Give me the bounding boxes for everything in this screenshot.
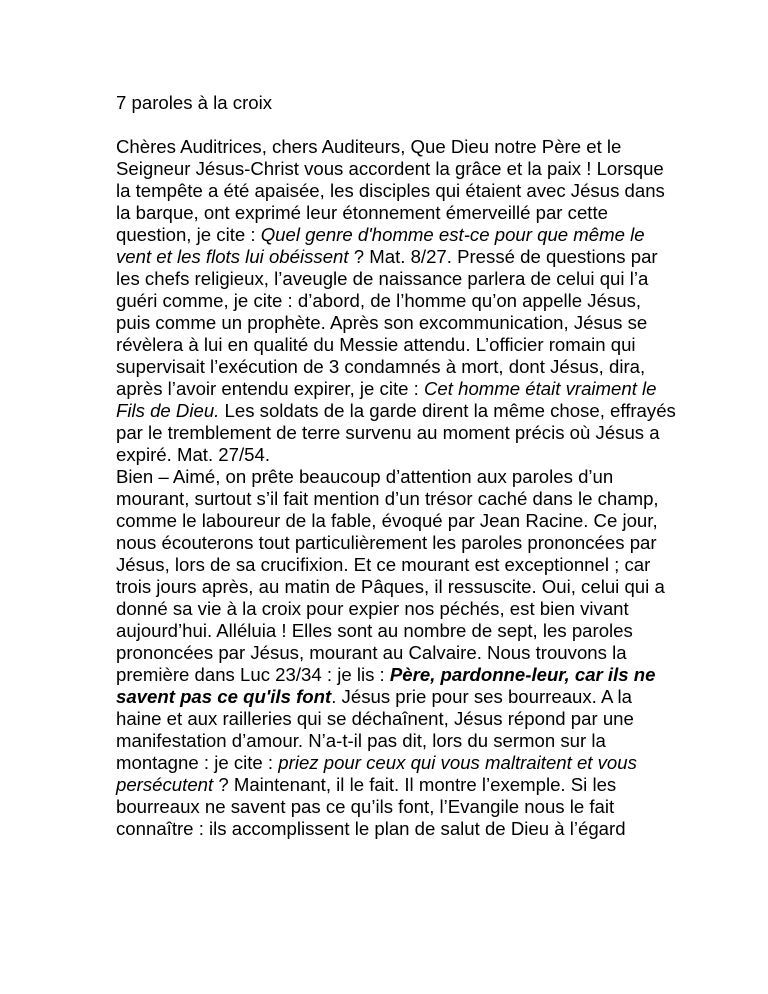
quote-disciples: Quel genre d'homme est-ce pour que même le vent et les flots lui obéissent xyxy=(116,224,645,267)
paragraph-1-text-b: ? Mat. 8/27. Pressé de questions par les chefs religieux, l’aveugle de naissance parlera de celui qui l’a guéri comme, je cite : d’abord, de l’homme qu’on appelle Jésus, puis comme un prophète. Après son excommunication, Jésus se révèlera à lui en qualité du Messie attendu. L’officier romain qui supervisait l’exécution de 3 condamnés à mort, dont Jésus, dira, après l’avoir entendu expirer, je cite : xyxy=(116,246,658,399)
quote-first-word: Père, pardonne-leur, car ils ne savent pas ce qu'ils font xyxy=(116,664,656,707)
paragraph-2-text-a: Bien – Aimé, on prête beaucoup d’attention aux paroles d’un mourant, surtout s’il fait mention d’un trésor caché dans le champ, comme le laboureur de la fable, évoqué par Jean Racine. Ce jour, nous écouterons tout particulièrement les paroles prononcées par Jésus, lors de sa crucifixion. Et ce mourant est exceptionnel ; car trois jours après, au matin de Pâques, il ressuscite. Oui, celui qui a donné sa vie à la croix pour expier nos péchés, est bien vivant aujourd’hui. Alléluia ! Elles sont au nombre de sept, les paroles prononcées par Jésus, mourant au Calvaire. Nous trouvons la première dans Luc 23/34 : je lis : xyxy=(116,466,665,685)
document-page xyxy=(116,92,676,840)
paragraph-1 xyxy=(116,136,676,466)
quote-centurion: Cet homme était vraiment le Fils de Dieu. xyxy=(116,378,657,421)
paragraph-2 xyxy=(116,466,676,840)
document-title: 7 paroles à la croix xyxy=(116,92,273,113)
paragraph-2-text-c: ? Maintenant, il le fait. Il montre l’exemple. Si les bourreaux ne savent pas ce qu’ils font, l’Evangile nous le fait connaître : ils accomplissent le plan de salut de Dieu à l’égard xyxy=(116,774,626,839)
paragraph-1-text-a: Chères Auditrices, chers Auditeurs, Que Dieu notre Père et le Seigneur Jésus-Christ vous accordent la grâce et la paix ! Lorsque la tempête a été apaisée, les disciples qui étaient avec Jésus dans la barque, ont exprimé leur étonnement émerveillé par cette question, je cite : xyxy=(116,136,665,245)
paragraph-1-text-c: Les soldats de la garde dirent la même chose, effrayés par le tremblement de terre survenu au moment précis où Jésus a expiré. Mat. 27/54. xyxy=(116,400,676,465)
paragraph-2-text-b: . Jésus prie pour ses bourreaux. A la haine et aux railleries qui se déchaînent, Jésus répond par une manifestation d’amour. N’a-t-il pas dit, lors du sermon sur la montagne : je cite : xyxy=(116,686,634,773)
quote-sermon: priez pour ceux qui vous maltraitent et vous persécutent xyxy=(116,752,637,795)
